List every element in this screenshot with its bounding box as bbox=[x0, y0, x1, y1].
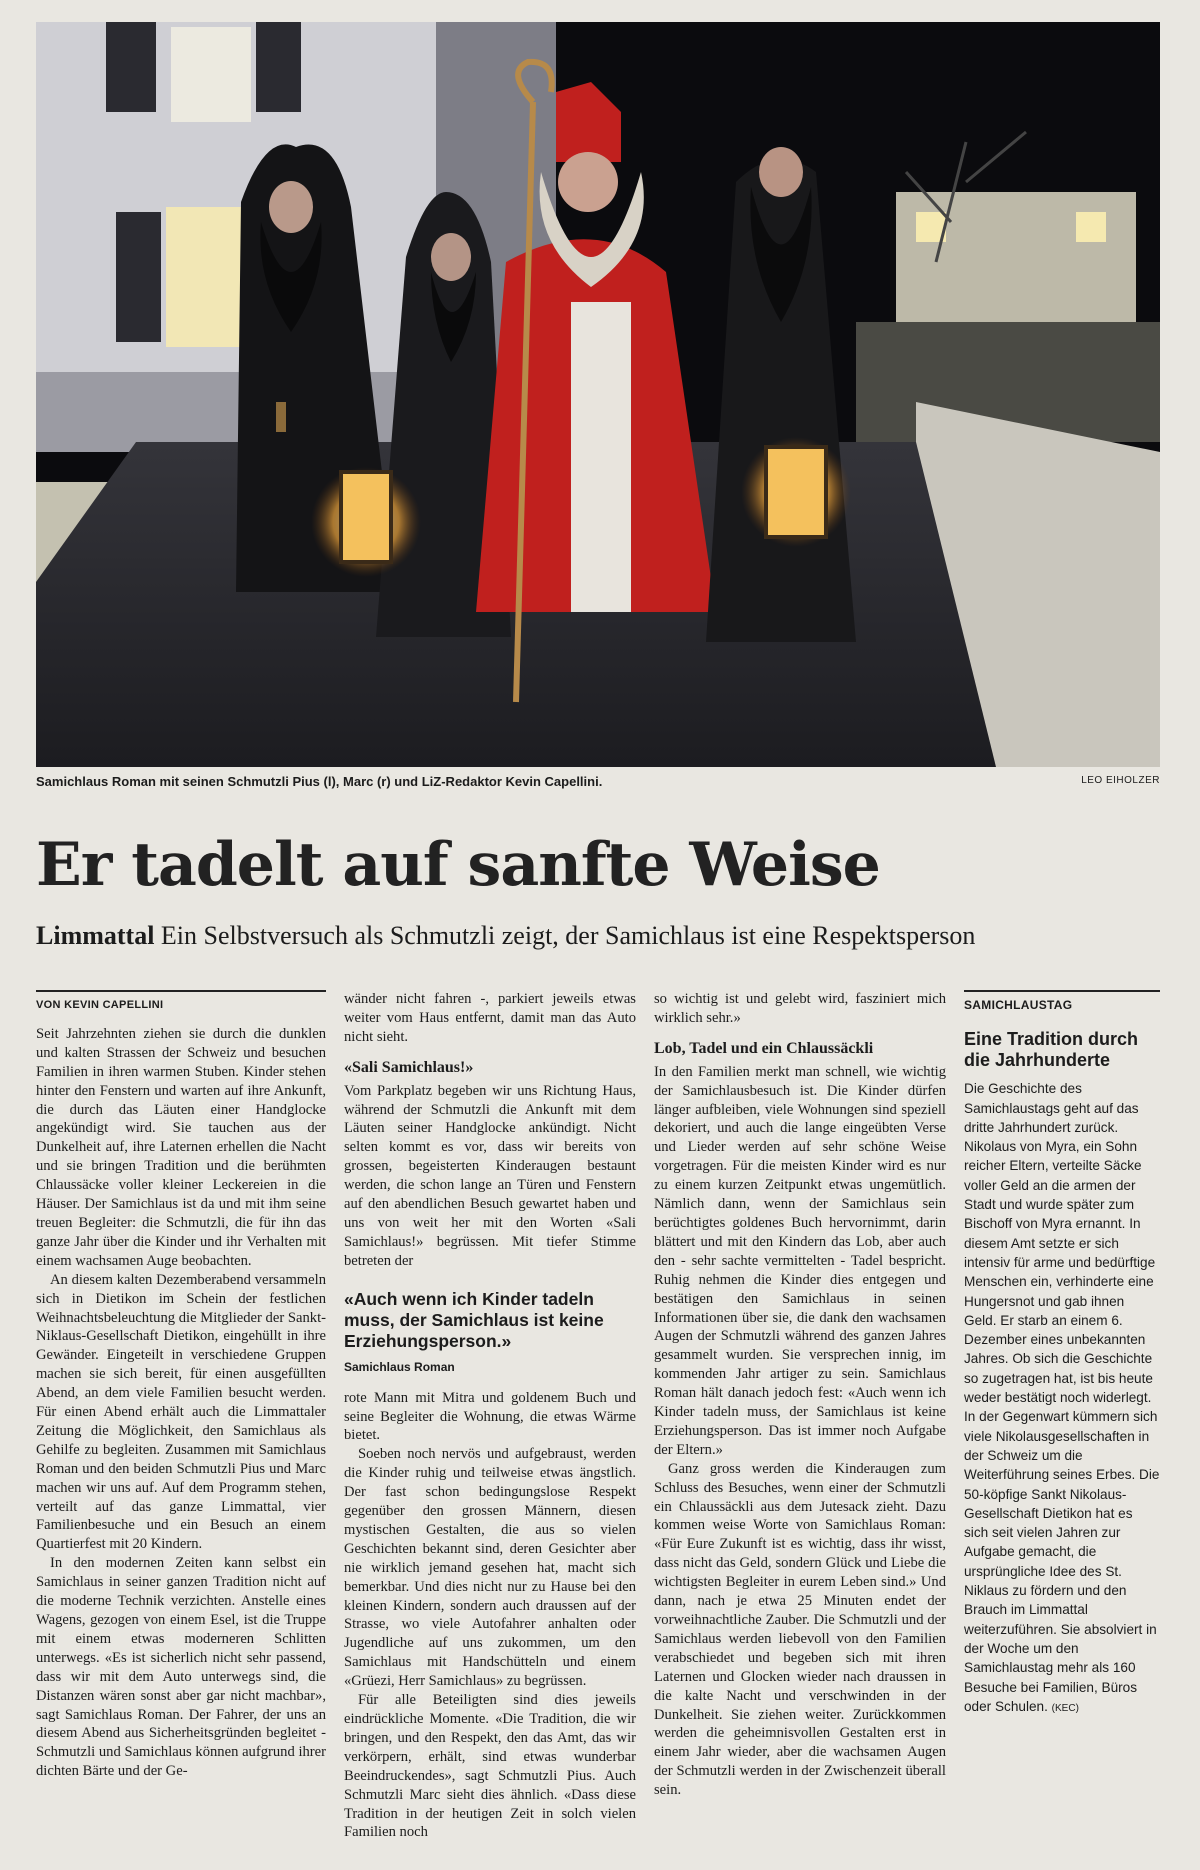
article-column-2 bbox=[344, 990, 636, 1842]
photo-caption bbox=[36, 774, 1160, 794]
intertitle: «Sali Samichlaus!» bbox=[344, 1058, 474, 1076]
article-column-3 bbox=[654, 990, 946, 1800]
photo-samichlaus-and-schmutzli bbox=[36, 22, 1160, 767]
pull-quote-source: Samichlaus Roman bbox=[344, 1359, 455, 1374]
caption-text: Samichlaus Roman mit seinen Schmutzli Pius (l), Marc (r) und LiZ-Redaktor Kevin Capellini. bbox=[36, 774, 603, 789]
box-title: Eine Tradition durch die Jahrhunderte bbox=[964, 1029, 1139, 1071]
box-text: Die Geschichte des Samichlaustags geht auf das dritte Jahrhundert zurück. Nikolaus von Myra, ein Sohn reicher Eltern, verteilte Säcke voller Geld an die armen der Stadt und wurde später zum Bischoff von Myra ernannt. In diesem Amt setzte er sich intensiv für arme und bedürftige Menschen ein, verhinderte eine Hungersnot und gab ihnen Geld. Er starb an einem 6. Dezember eines unbekannten Jahres. Ob sich die Geschichte so zugetragen hat, ist bis heute weder bestätigt noch widerlegt. In der Gegenwart kümmern sich viele Nikolausgesellschaften in der Schweiz um die Weiterführung seines Erbes. Die 50-köpfige Sankt Nikolaus-Gesellschaft Dietikon hat es sich seit vielen Jahren zur Aufgabe gemacht, die ursprüngliche Idee des St. Niklaus zu fördern und den Brauch im Limmattal weiterzuführen. Sie absolviert in der Woche um den Samichlaustag mehr als 160 Besuche bei Familien, Büros oder Schulen. bbox=[964, 1081, 1160, 1714]
article-photo bbox=[36, 22, 1160, 767]
paragraph: In den Familien merkt man schnell, wie wichtig der Samichlausbesuch ist. Die Kinder dürfen länger aufbleiben, viele Wohnungen sind speziell dekoriert, und auch die lange eingeübten Verse und Lieder werden auf sehr schöne Weise vorgetragen. Für die meisten Kinder wird es nur zu einem kurzen Zeitpunkt etwas ungemütlich. Nämlich dann, wenn der Samichlaus sein berüchtigtes goldenes Buch hervornimmt, darin blättert und mit den Kindern das Lob, aber auch den - sehr sachte vermittelten - Tadel bespricht. Ruhig nehmen die Kinder dies entgegen und bestätigen den Samichlaus in seinen Informationen über sie, die dank den wachsamen Augen der Schmutzli während des ganzen Jahres gesammelt wurden. Sie versprechen innig, im kommenden Jahr artiger zu sein. Samichlaus Roman hält danach jedoch fest: «Auch wenn ich Kinder tadeln muss, der Samichlaus ist keine Erziehungsperson. Das ist immer noch Aufgabe der Eltern.» bbox=[654, 1063, 946, 1458]
info-box bbox=[964, 990, 1160, 1718]
intertitle: Lob, Tadel und ein Chlaussäckli bbox=[654, 1039, 874, 1057]
pull-quote bbox=[344, 1289, 636, 1377]
paragraph: An diesem kalten Dezemberabend versammeln sich in Dietikon im Schein der festlichen Weihnachtsbeleuchtung die Mitglieder der Sankt-Niklaus-Gesellschaft Dietikon, eingehüllt in ihre Gewänder. Eingeteilt in verschiedene Gruppen machen sie sich bereit, für einen ausgefüllten Abend, an dem viele Familien besucht werden. Für einen Abend erhält auch die Limmattaler Zeitung die Möglichkeit, den Samichlaus als Gehilfe zu begleiten. Zusammen mit Samichlaus Roman und den beiden Schmutzli Pius und Marc machen wir uns auf. Auf dem Programm stehen, verteilt auf das ganze Limmattal, vier Familienbesuche und ein Besuch an einem Quartierfest mit 20 Kindern. bbox=[36, 1271, 326, 1553]
paragraph: so wichtig ist und gelebt wird, fasziniert mich wirklich sehr.» bbox=[654, 991, 946, 1026]
paragraph: Vom Parkplatz begeben wir uns Richtung Haus, während der Schmutzli die Ankunft mit dem Läuten seiner Handglocke ankündigt. Nicht selten kommt es vor, dass wir bereits von grossen, begeisterten Kinderaugen bestaunt werden, die schon lange an Türen und Fenstern auf den abendlichen Besuch gewartet haben und uns von weit her mit den Worten «Sali Samichlaus!» begrüssen. Mit tiefer Stimme betreten der bbox=[344, 1082, 636, 1269]
byline: VON KEVIN CAPELLINI bbox=[36, 990, 326, 1015]
box-initials: (KEC) bbox=[1051, 1702, 1079, 1714]
paragraph: wänder nicht fahren -, parkiert jeweils etwas weiter vom Haus entfernt, damit man das Auto nicht sieht. bbox=[344, 991, 636, 1045]
headline: Er tadelt auf sanfte Weise bbox=[36, 830, 880, 900]
paragraph: Seit Jahrzehnten ziehen sie durch die dunklen und kalten Strassen der Schweiz und besuchen Familien in ihren warmen Stuben. Kinder stehen hinter den Fenstern und warten auf ihre Ankunft, die durch das Läuten einer Handglocke angekündigt wird. Sie tauchen aus der Dunkelheit auf, ihre Laternen erhellen die Nacht und sie bringen Tradition und die berühmten Chlaussäcke voller kleiner Leckereien in die Häuser. Der Samichlaus ist da und mit ihm seine treuen Begleiter: die Schmutzli, die für ihn das ganze Jahr über die Kinder und ihr Verhalten mit einem wachsamen Auge beobachten. bbox=[36, 1025, 326, 1269]
article-column-1 bbox=[36, 990, 326, 1781]
pull-quote-text: «Auch wenn ich Kinder tadeln muss, der Samichlaus ist keine Erziehungsperson.» bbox=[344, 1288, 604, 1351]
subhead-kicker: Limmattal bbox=[36, 921, 155, 950]
paragraph: Für alle Beteiligten sind dies jeweils eindrückliche Momente. «Die Tradition, die wir bringen, und den Respekt, den das Amt, das wir verkörpern, erhält, sind etwas wunderbar Beeindruckendes», sagt Schmutzli Pius. Auch Schmutzli Marc sieht dies ähnlich. «Dass diese Tradition in der heutigen Zeit in solch vielen Familien noch bbox=[344, 1692, 636, 1841]
paragraph: In den modernen Zeiten kann selbst ein Samichlaus in seiner ganzen Tradition nicht auf die moderne Technik verzichten. Anstelle eines Wagens, gezogen von einem Esel, ist die Truppe mit einem etwas moderneren Schlitten unterwegs. «Es ist sicherlich nicht sehr passend, dass wir mit dem Auto unterwegs sind, die Distanzen wären sonst aber gar nicht machbar», sagt Samichlaus Roman. Der Fahrer, der uns an diesem Abend aus Sicherheitsgründen begleitet - Schmutzli und Samichlaus können aufgrund ihrer dichten Bärte und der Ge- bbox=[36, 1555, 326, 1780]
paragraph: Soeben noch nervös und aufgebraust, werden die Kinder ruhig und teilweise etwas ängstlich. Der fast schon bedingungslose Respekt gegenüber den grossen Männern, diesen mystischen Gestalten, die aus so vielen Geschichten bekannt sind, deren Gesichter aber nie wirklich jemand gesehen hat, macht sich bemerkbar. Und dies nicht nur zu Hause bei den kleinen Kindern, sondern auch draussen auf der Strasse, wo viele Autofahrer anhalten oder Jugendliche auf uns zukommen, um den Samichlaus mit Handschütteln und einem «Grüezi, Herr Samichlaus» zu begrüssen. bbox=[344, 1446, 636, 1690]
photo-credit: LEO EIHOLZER bbox=[1081, 775, 1160, 786]
paragraph: Ganz gross werden die Kinderaugen zum Schluss des Besuches, wenn einer der Schmutzli ein Chlaussäckli aus dem Jutesack zieht. Dazu kommen weise Worte von Samichlaus Roman: «Für Eure Zukunft ist es wichtig, dass ihr wisst, dass nicht das Geld, sondern Glück und Liebe die wichtigsten Begleiter in eurem Leben sind.» Und dann, nach je etwa 25 Minuten endet der vorweihnachtliche Zauber. Die Schmutzli und der Samichlaus werden liebevoll von den Familien verabschiedet und begeben sich mit ihren Laternen und Glocken wieder nach draussen in die kalte Nacht und verschwinden in der Dunkelheit. Sie ziehen weiter. Zurückkommen werden die geheimnisvollen Gestalten erst in einem Jahr wieder, aber die wachsamen Augen der Schmutzli werden in der Zwischenzeit überall sein. bbox=[654, 1460, 946, 1799]
subheadline bbox=[36, 920, 1160, 951]
paragraph: rote Mann mit Mitra und goldenem Buch und seine Begleiter die Wohnung, die etwas Wärme bietet. bbox=[344, 1389, 636, 1444]
subhead-text: Ein Selbstversuch als Schmutzli zeigt, der Samichlaus ist eine Respektsperson bbox=[160, 921, 976, 950]
box-kicker: SAMICHLAUSTAG bbox=[964, 990, 1160, 1015]
